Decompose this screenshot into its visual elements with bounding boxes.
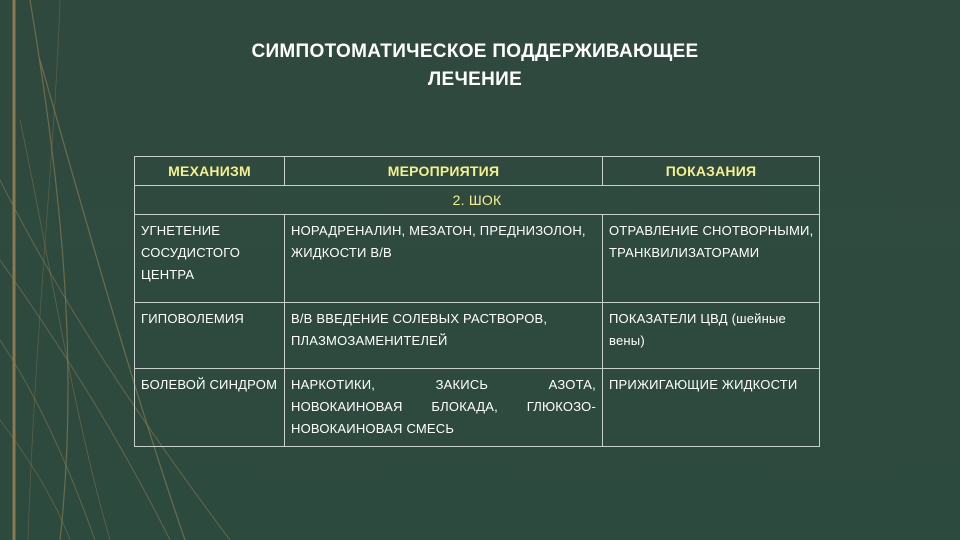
table-row [135,303,820,369]
slide-title-line-2: ЛЕЧЕНИЕ [427,69,523,90]
cell-measures: НАРКОТИКИ, ЗАКИСЬ АЗОТА, НОВОКАИНОВАЯ БЛОКАДА, ГЛЮКОЗО-НОВОКАИНОВАЯ СМЕСЬ [285,369,603,447]
slide-title [150,38,800,94]
table-row [135,369,820,447]
cell-indications: ПОКАЗАТЕЛИ ЦВД (шейные вены) [603,303,820,369]
slide-title-line-1: СИМПОТОМАТИЧЕСКОЕ ПОДДЕРЖИВАЮЩЕЕ [251,41,699,62]
cell-indications: ПРИЖИГАЮЩИЕ ЖИДКОСТИ [603,369,820,447]
section-row [135,186,820,215]
cell-measures: В/В ВВЕДЕНИЕ СОЛЕВЫХ РАСТВОРОВ, ПЛАЗМОЗАМЕНИТЕЛЕЙ [285,303,603,369]
cell-mechanism: УГНЕТЕНИЕ СОСУДИСТОГО ЦЕНТРА [135,215,285,303]
header-indications: ПОКАЗАНИЯ [603,157,820,186]
section-title: 2. ШОК [135,186,820,215]
decor-line [28,0,60,540]
header-measures: МЕРОПРИЯТИЯ [285,157,603,186]
table-header-row [135,157,820,186]
header-mechanism: МЕХАНИЗМ [135,157,285,186]
cell-mechanism: ГИПОВОЛЕМИЯ [135,303,285,369]
cell-indications: ОТРАВЛЕНИЕ СНОТВОРНЫМИ, ТРАНКВИЛИЗАТОРАМИ [603,215,820,303]
table-row [135,215,820,303]
cell-mechanism: БОЛЕВОЙ СИНДРОМ [135,369,285,447]
decor-line [0,420,70,540]
cell-measures: НОРАДРЕНАЛИН, МЕЗАТОН, ПРЕДНИЗОЛОН, ЖИДКОСТИ В/В [285,215,603,303]
treatment-table [134,156,820,447]
